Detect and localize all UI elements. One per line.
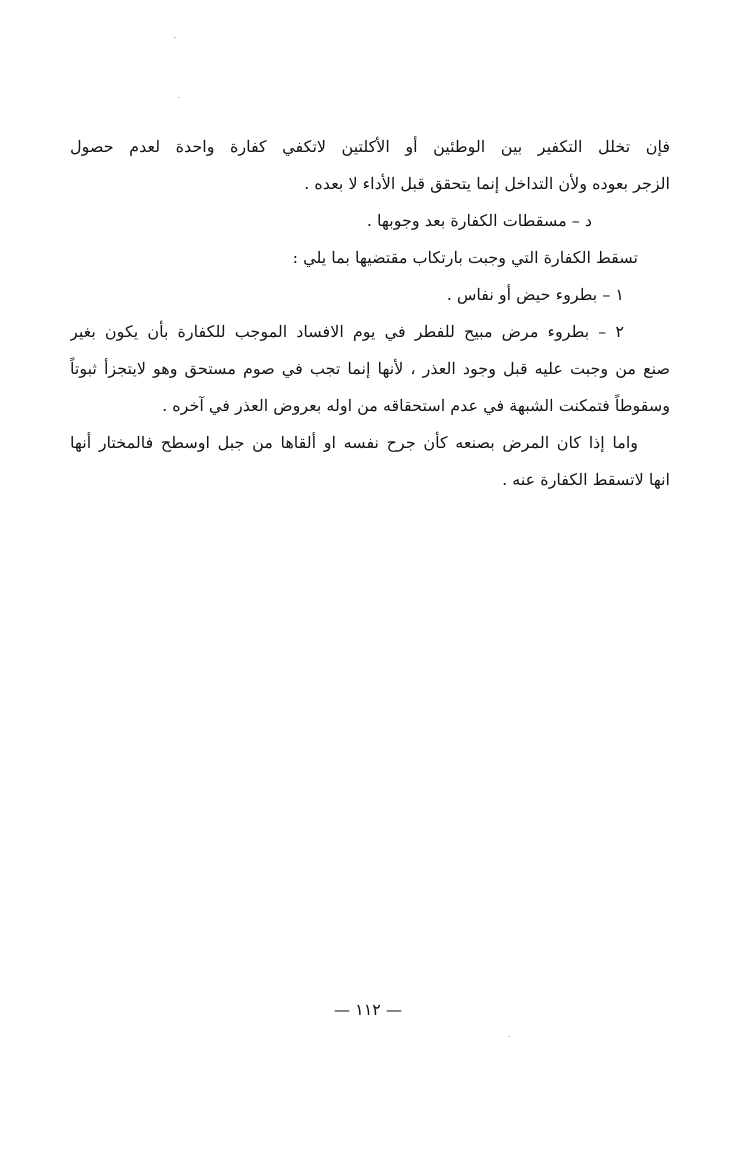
scan-speck — [508, 1036, 510, 1037]
paragraph-line: فإن تخلل التكفير بين الوطئين أو الأكلتين لاتكفي كفارة واحدة لعدم حصول — [70, 137, 670, 156]
paragraph-line: وسقوطاً فتمكنت الشبهة في عدم استحقاقه من اوله بعروض العذر في آخره . — [162, 396, 670, 415]
body-text — [70, 128, 670, 498]
paragraph-line: انها لاتسقط الكفارة عنه . — [502, 470, 670, 489]
paragraph-line: تسقط الكفارة التي وجبت بارتكاب مقتضيها بما يلي : — [292, 248, 638, 267]
paragraph-line: صنع من وجبت عليه قبل وجود العذر ، لأنها إنما تجب في صوم مستحق وهو لايتجزأ ثبوتاً — [70, 359, 670, 378]
scan-speck — [174, 37, 176, 38]
list-item: ١ – بطروء حيض أو نفاس . — [446, 285, 624, 304]
scan-speck — [178, 97, 180, 98]
paragraph-line: واما إذا كان المرض بصنعه كأن جرح نفسه او ألقاها من جبل اوسطح فالمختار أنها — [70, 433, 638, 452]
section-heading: د – مسقطات الكفارة بعد وجوبها . — [366, 211, 592, 230]
page-number: — ١١٢ — — [334, 1000, 402, 1019]
list-item: ٢ – بطروء مرض مبيح للفطر في يوم الافساد الموجب للكفارة بأن يكون بغير — [70, 322, 624, 341]
paragraph-line: الزجر بعوده ولأن التداخل إنما يتحقق قبل الأداء لا بعده . — [304, 174, 670, 193]
